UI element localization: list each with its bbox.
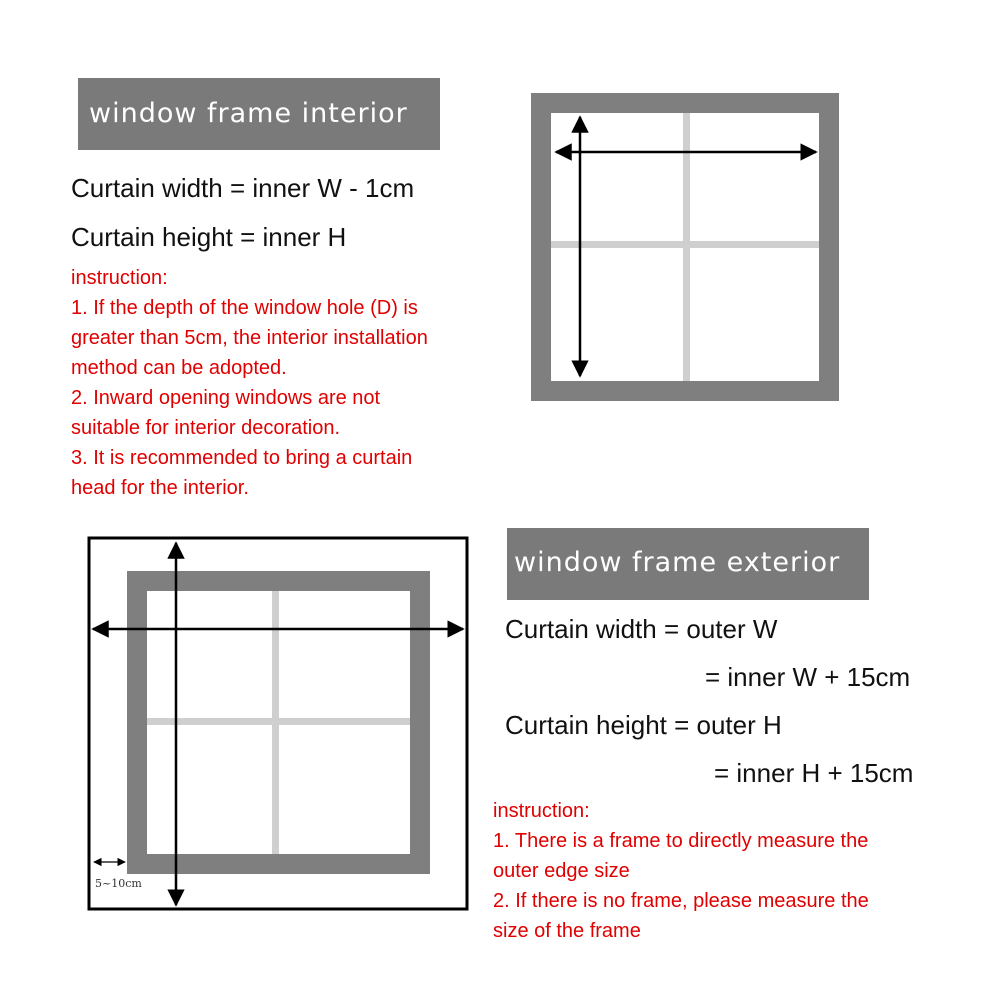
exterior-window-horizontal-mullion	[147, 718, 410, 725]
exterior-banner: window frame exterior	[507, 528, 869, 600]
margin-label: 5~10cm	[95, 877, 142, 890]
interior-height-formula: Curtain height = inner H	[71, 222, 347, 252]
exterior-height-formula: Curtain height = outer H	[505, 710, 782, 740]
instruction-line: outer edge size	[493, 860, 630, 882]
instruction-line: 2. Inward opening windows are not	[71, 387, 381, 409]
instruction-line: method can be adopted.	[71, 357, 287, 379]
exterior-width-equivalent: = inner W + 15cm	[705, 662, 911, 692]
instruction-line: 1. If the depth of the window hole (D) is	[71, 297, 418, 319]
interior-width-formula: Curtain width = inner W - 1cm	[71, 173, 415, 203]
interior-window-horizontal-mullion	[551, 241, 819, 248]
interior-window-diagram	[541, 103, 829, 391]
instruction-line: 2. If there is no frame, please measure the	[493, 890, 869, 912]
exterior-width-formula: Curtain width = outer W	[505, 614, 778, 644]
instruction-line: head for the interior.	[71, 477, 249, 499]
instruction-line: greater than 5cm, the interior installation	[71, 327, 428, 349]
interior-banner: window frame interior	[78, 78, 440, 150]
exterior-height-equivalent: = inner H + 15cm	[714, 758, 914, 788]
exterior-window-diagram	[89, 538, 467, 909]
instruction-title: instruction:	[71, 267, 168, 289]
instruction-line: suitable for interior decoration.	[71, 417, 341, 439]
instruction-line: 3. It is recommended to bring a curtain	[71, 447, 413, 469]
instruction-title: instruction:	[493, 800, 590, 822]
instruction-line: size of the frame	[493, 920, 641, 942]
instruction-line: 1. There is a frame to directly measure the	[493, 830, 869, 852]
